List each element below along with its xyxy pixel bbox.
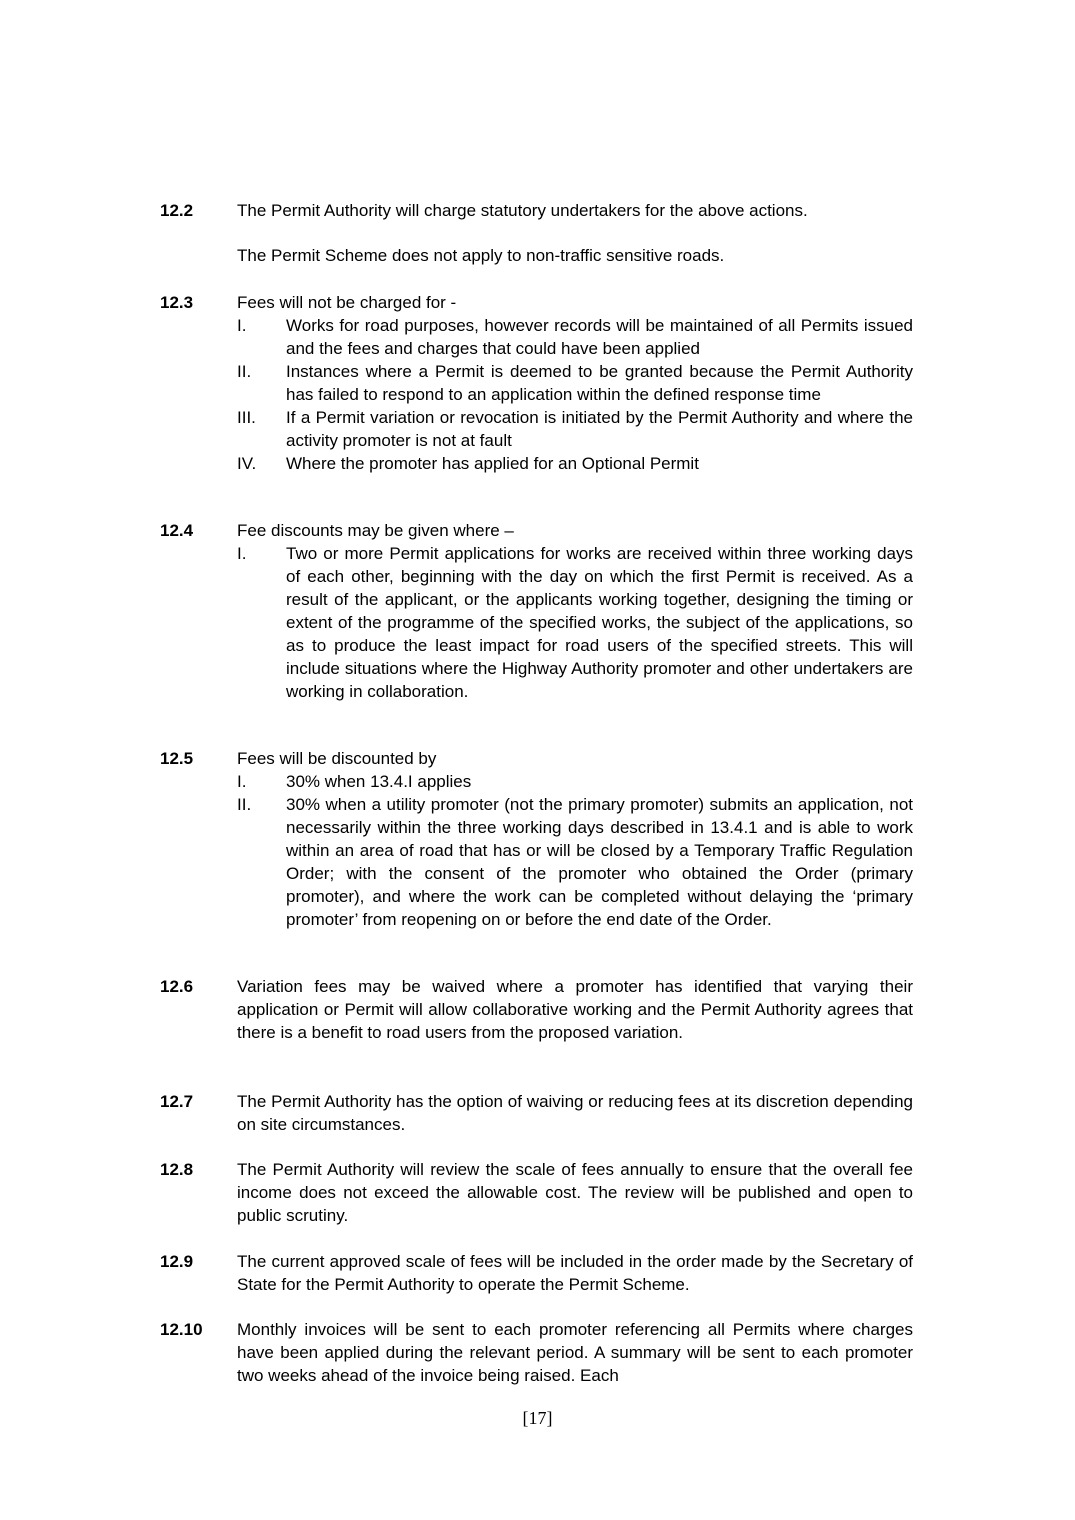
section-number: 12.3 <box>160 293 194 312</box>
section-number: 12.4 <box>160 521 194 540</box>
section-body <box>237 1090 913 1136</box>
section-body <box>237 747 913 931</box>
list-item-text: Two or more Permit applications for works are received within three working days of each other, beginning with the day on which the first Permit is received. As a result of the applicant, or the applicants working together, designing the timing or extent of the programme of the specified works, the subject of the applications, so as to produce the least impact for road users of the specified streets. This will include situations where the Highway Authority promoter and other undertakers are working in collaboration. <box>286 544 913 701</box>
list-item-text: Where the promoter has applied for an Optional Permit <box>286 454 699 473</box>
list-item <box>237 770 913 793</box>
list-numeral: II. <box>237 795 252 814</box>
list-item <box>237 360 913 406</box>
section-body <box>237 291 913 475</box>
list-item <box>237 406 913 452</box>
list-item-text: 30% when a utility promoter (not the primary promoter) submits an application, not necessarily within the three working days described in 13.4.1 and is able to work within an area of road that has or will be closed by a Temporary Traffic Regulation Order; with the consent of the promoter who obtained the Order (primary promoter), and where the work can be completed without delaying the ‘primary promoter’ from reopening on or before the end date of the Order. <box>286 795 913 929</box>
section-body <box>237 199 913 267</box>
list-item <box>237 542 913 703</box>
section-body <box>237 1318 913 1387</box>
list-numeral: I. <box>237 544 247 563</box>
list-numeral: I. <box>237 772 247 791</box>
section-body <box>237 1158 913 1227</box>
section-body <box>237 1250 913 1296</box>
paragraph: The current approved scale of fees will be included in the order made by the Secretary of State for the Permit Authority to operate the Permit Scheme. <box>237 1252 913 1294</box>
section-body <box>237 975 913 1044</box>
list-numeral: III. <box>237 408 256 427</box>
list-item <box>237 793 913 931</box>
numbered-list <box>237 770 913 931</box>
page-number: [17] <box>522 1408 553 1428</box>
paragraph: Variation fees may be waived where a promoter has identified that varying their application or Permit will allow collaborative working and the Permit Authority agrees that there is a benefit to road users from the proposed variation. <box>237 977 913 1042</box>
paragraph: The Permit Authority will review the scale of fees annually to ensure that the overall fee income does not exceed the allowable cost. The review will be published and open to public scrutiny. <box>237 1160 913 1225</box>
section-number: 12.6 <box>160 977 194 996</box>
paragraph: Monthly invoices will be sent to each promoter referencing all Permits where charges have been applied during the relevant period. A summary will be sent to each promoter two weeks ahead of the invoice being raised. Each <box>237 1320 913 1385</box>
section-number: 12.9 <box>160 1252 194 1271</box>
list-item <box>237 314 913 360</box>
list-numeral: I. <box>237 316 247 335</box>
list-item-text: 30% when 13.4.I applies <box>286 772 472 791</box>
list-item-text: Instances where a Permit is deemed to be granted because the Permit Authority has failed to respond to an application within the defined response time <box>286 362 913 404</box>
section-number: 12.8 <box>160 1160 194 1179</box>
section-number: 12.5 <box>160 749 194 768</box>
list-numeral: IV. <box>237 454 257 473</box>
paragraph: The Permit Scheme does not apply to non-traffic sensitive roads. <box>237 246 725 265</box>
numbered-list <box>237 542 913 703</box>
section-intro: Fee discounts may be given where – <box>237 521 514 540</box>
paragraph: The Permit Authority will charge statutory undertakers for the above actions. <box>237 201 808 220</box>
paragraph: The Permit Authority has the option of waiving or reducing fees at its discretion depending on site circumstances. <box>237 1092 913 1134</box>
section-number: 12.7 <box>160 1092 194 1111</box>
section-body <box>237 519 913 703</box>
section-intro: Fees will be discounted by <box>237 749 437 768</box>
section-number: 12.2 <box>160 201 194 220</box>
numbered-list <box>237 314 913 475</box>
list-numeral: II. <box>237 362 252 381</box>
list-item-text: Works for road purposes, however records will be maintained of all Permits issued and the fees and charges that could have been applied <box>286 316 913 358</box>
section-intro: Fees will not be charged for - <box>237 293 457 312</box>
list-item <box>237 452 913 475</box>
list-item-text: If a Permit variation or revocation is initiated by the Permit Authority and where the activity promoter is not at fault <box>286 408 913 450</box>
section-number: 12.10 <box>160 1320 203 1339</box>
